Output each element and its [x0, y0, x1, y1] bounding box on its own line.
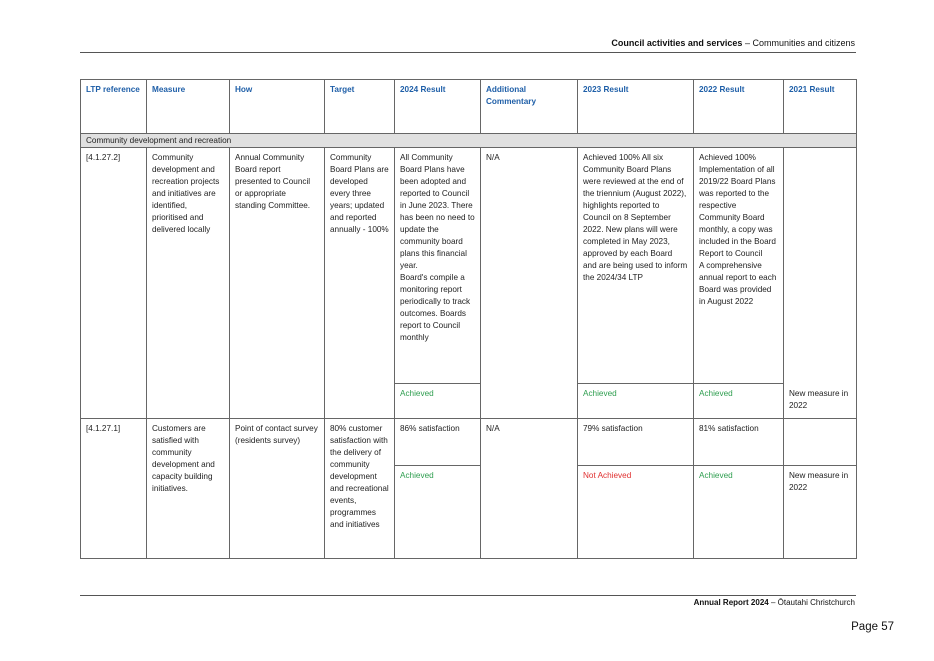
how-cell: Annual Community Board report presented to Council or appropriate standing Committee. — [230, 148, 325, 419]
target-cell: 80% customer satisfaction with the delivery of community development and recreational events, programmes and initiatives — [325, 419, 395, 559]
page-number: Page 57 — [851, 621, 894, 633]
status-2024: Achieved — [395, 384, 481, 419]
additional-commentary-cell: N/A — [481, 419, 578, 559]
result-2024-cell — [395, 148, 481, 384]
section-title: Community development and recreation — [81, 134, 857, 148]
status-2021: New measure in 2022 — [784, 466, 857, 559]
result-2023-cell: Achieved 100% All six Community Board Plans were reviewed at the end of the triennium (August 2022), highlights reported to Council on 8 September 2022. New plans will were completed in May 2023, approved by each Board and are being used to inform the 2024/34 LTP — [578, 148, 694, 384]
result-2024-cell: 86% satisfaction — [395, 419, 481, 466]
status-2022: Achieved — [694, 466, 784, 559]
status-2022: Achieved — [694, 384, 784, 419]
column-header-2022-result: 2022 Result — [694, 80, 784, 134]
result-2022-text: Achieved 100% Implementation of all 2019/22 Board Plans was reported to the respective Community Board monthly, a copy was included in the Board Report to Council — [699, 153, 776, 258]
running-footer — [0, 598, 855, 607]
column-header-2023-result: 2023 Result — [578, 80, 694, 134]
header-subtitle: – Communities and citizens — [742, 38, 855, 48]
column-header-2021-result: 2021 Result — [784, 80, 857, 134]
header-divider — [80, 52, 856, 53]
result-2024-text-continued: Board's compile a monitoring report periodically to track outcomes. Boards report to Council monthly — [400, 273, 471, 342]
result-2022-text-continued: A comprehensive annual report to each Board was provided in August 2022 — [699, 261, 777, 306]
result-2021-cell — [784, 148, 857, 384]
column-header-measure: Measure — [147, 80, 230, 134]
result-2021-cell — [784, 419, 857, 466]
footer-subtitle: – Ōtautahi Christchurch — [768, 598, 855, 607]
column-header-ltp-reference: LTP reference — [81, 80, 147, 134]
table-row — [81, 148, 857, 384]
column-header-additional-commentary: Additional Commentary — [481, 80, 578, 134]
status-2021: New measure in 2022 — [784, 384, 857, 419]
result-2024-text: All Community Board Plans have been adopted and reported to Council in June 2023. There has been no need to update the community board plans this financial year. — [400, 153, 475, 270]
column-header-target: Target — [325, 80, 395, 134]
status-2024: Achieved — [395, 466, 481, 559]
column-header-how: How — [230, 80, 325, 134]
measure-cell: Customers are satisfied with community development and capacity building initiatives. — [147, 419, 230, 559]
target-cell: Community Board Plans are developed every three years; updated and reported annually - 100% — [325, 148, 395, 419]
footer-title: Annual Report 2024 — [693, 598, 769, 607]
ltp-reference-cell: [4.1.27.1] — [81, 419, 147, 559]
performance-measures-table — [80, 79, 857, 559]
footer-divider — [80, 595, 856, 596]
status-2023: Not Achieved — [578, 466, 694, 559]
running-header — [0, 38, 855, 48]
result-2022-cell: 81% satisfaction — [694, 419, 784, 466]
section-row — [81, 134, 857, 148]
ltp-reference-cell: [4.1.27.2] — [81, 148, 147, 419]
header-title: Council activities and services — [611, 38, 743, 48]
table-row — [81, 419, 857, 466]
result-2022-cell — [694, 148, 784, 384]
column-header-2024-result: 2024 Result — [395, 80, 481, 134]
how-cell: Point of contact survey (residents survey) — [230, 419, 325, 559]
measure-cell: Community development and recreation projects and initiatives are identified, prioritised and delivered locally — [147, 148, 230, 419]
table-header-row — [81, 80, 857, 134]
status-2023: Achieved — [578, 384, 694, 419]
result-2023-cell: 79% satisfaction — [578, 419, 694, 466]
additional-commentary-cell: N/A — [481, 148, 578, 419]
